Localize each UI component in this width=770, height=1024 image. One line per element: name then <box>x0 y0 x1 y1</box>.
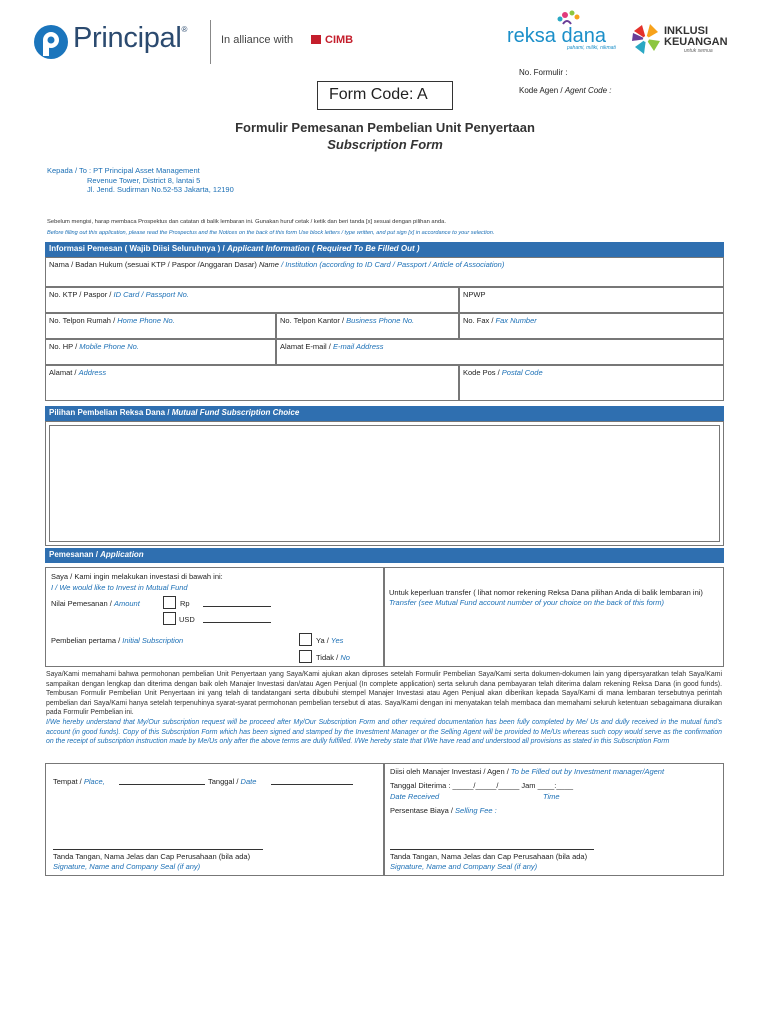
svg-text:KEUANGAN: KEUANGAN <box>664 36 728 48</box>
cimb-text: CIMB <box>325 34 354 46</box>
fund-choice-inner-box[interactable] <box>49 425 720 542</box>
amount-label: Nilai Pemesanan / Amount <box>51 599 140 608</box>
transfer-note <box>389 588 719 607</box>
signature-label-en: Signature, Name and Company Seal (if any) <box>53 862 201 871</box>
no-checkbox[interactable] <box>299 650 312 663</box>
reksa-dana-logo <box>505 10 625 50</box>
home-phone-field[interactable]: No. Telpon Rumah / Home Phone No. <box>45 313 276 339</box>
svg-text:untuk semua: untuk semua <box>684 48 713 54</box>
im-signature-line[interactable] <box>390 849 594 850</box>
place-label: Tempat / Place, <box>53 777 105 786</box>
fund-choice-area[interactable] <box>45 421 724 546</box>
signature-label: Tanda Tangan, Nama Jelas dan Cap Perusahaan (bila ada) <box>53 852 251 861</box>
name-field[interactable]: Nama / Badan Hukum (sesuai KTP / Paspor /Anggaran Dasar) Name / Institution (according to ID Card / Passport / Article of Association) <box>45 257 724 287</box>
usd-amount-line[interactable] <box>203 622 271 623</box>
principal-logo-icon <box>33 24 69 60</box>
page-title: Formulir Pemesanan Pembelian Unit Penyertaan <box>235 120 535 135</box>
application-left-panel <box>45 567 384 667</box>
mobile-phone-field[interactable]: No. HP / Mobile Phone No. <box>45 339 276 365</box>
agent-code-label: Kode Agen / Agent Code : <box>519 86 612 95</box>
address-line: Kepada / To : PT Principal Asset Management <box>47 166 200 175</box>
im-signature-label: Tanda Tangan, Nama Jelas dan Cap Perusahaan (bila ada) <box>390 852 588 861</box>
recipient-address <box>47 166 234 195</box>
section-application-header: Pemesanan / Application <box>45 548 724 563</box>
instructions-en: Before filling out this application, please read the Prospectus and the Notices on the back of this form Use block letters / type written, and put sign [x] in accordance to your selection. <box>47 230 495 236</box>
yes-label: Ya / Yes <box>316 636 344 645</box>
time-label-en: Time <box>543 792 560 801</box>
no-label: Tidak / No <box>316 653 350 662</box>
im-fill-label: Diisi oleh Manajer Investasi / Agen / To be Filled out by Investment manager/Agent <box>390 767 665 776</box>
alliance-text: In alliance with <box>221 34 294 46</box>
npwp-field[interactable]: NPWP <box>459 287 724 313</box>
instructions-id: Sebelum mengisi, harap membaca Prospektus dan catatan di balik lembaran ini. Gunakan huruf cetak / ketik dan beri tanda [x] sesuai dengan pilihan anda. <box>47 219 446 225</box>
date-label: Tanggal / Date <box>208 777 257 786</box>
date-received-label[interactable]: Tanggal Diterima : _____/_____/_____ Jam ____:____ <box>390 781 574 790</box>
rp-checkbox[interactable] <box>163 596 176 609</box>
transfer-note-en: Transfer (see Mutual Fund account number of your choice on the back of this form) <box>389 597 664 607</box>
email-field[interactable]: Alamat E-mail / E-mail Address <box>276 339 724 365</box>
svg-text:reksa dana: reksa dana <box>507 25 606 47</box>
yes-checkbox[interactable] <box>299 633 312 646</box>
form-code: Form Code: A <box>329 86 428 103</box>
signature-line[interactable] <box>53 849 263 850</box>
date-received-en: Date Received <box>390 792 440 801</box>
declaration-text <box>46 670 722 747</box>
application-right-panel <box>384 567 724 667</box>
usd-label: USD <box>179 615 195 624</box>
fax-field[interactable]: No. Fax / Fax Number <box>459 313 724 339</box>
form-number-label: No. Formulir : <box>519 68 568 77</box>
brand-name: Principal® <box>73 22 188 54</box>
cimb-logo-icon <box>311 35 321 44</box>
declaration-id: Saya/Kami memahami bahwa permohonan pembelian Unit Penyertaan yang Saya/Kami ajukan akan diproses setelah Formulir Pembelian Saya/Kami serta dokumen-dokumen lain yang dipersyaratkan telah Saya/Kami sampaikan dengan lengkap dan diterima dengan baik oleh Manajer Investasi dan/atau Agen Penjual (In complete application) serta seluruh dana pembayaran telah diterima dalam rekening Reksa Dana (in good funds). Tembusan Formulir Pembelian Unit Penyertaan ini yang telah di tandatangani serta dibubuhi stempel Manajer Investasi atau Agen Penjual akan diberikan kepada Saya/Kami di mana lembaran tersebutnya perintah pembelian dari Saya/Kami hanya setelah terpenuhinya syarat-syarat permohonan pembelian tersebut di atas. Saya/Kami dengan ini menyatakan telah membaca dan memahami seluruh ketentuan sebagaimana diuraikan pada Formulir Pembelian ini. <box>46 671 722 717</box>
svg-text:INKLUSI: INKLUSI <box>664 25 708 37</box>
office-phone-field[interactable]: No. Telpon Kantor / Business Phone No. <box>276 313 459 339</box>
date-line[interactable] <box>271 784 353 785</box>
intent-label: Saya / Kami ingin melakukan investasi di bawah ini: <box>51 572 223 581</box>
address-line: Revenue Tower, District 8, lantai 5 <box>87 175 201 185</box>
address-field[interactable]: Alamat / Address <box>45 365 459 401</box>
initial-subscription-label: Pembelian pertama / Initial Subscription <box>51 636 184 645</box>
section-fund-choice-header: Pilihan Pembelian Reksa Dana / Mutual Fund Subscription Choice <box>45 406 724 421</box>
section-applicant-info-header: Informasi Pemesan ( Wajib Diisi Seluruhnya ) / Applicant Information ( Required To Be Filled Out ) <box>45 242 724 257</box>
svg-text:pahami, miliki, nikmati: pahami, miliki, nikmati <box>567 45 616 50</box>
transfer-note-id: Untuk keperluan transfer ( lihat nomor rekening Reksa Dana pilihan Anda di balik lembaran ini) <box>389 588 703 597</box>
postal-code-field[interactable]: Kode Pos / Postal Code <box>459 365 724 401</box>
im-signature-label-en: Signature, Name and Company Seal (if any) <box>390 862 538 871</box>
intent-label-en: I / We would like to Invest in Mutual Fund <box>51 583 188 592</box>
header-divider <box>210 20 211 64</box>
inklusi-keuangan-logo <box>632 18 728 60</box>
usd-checkbox[interactable] <box>163 612 176 625</box>
selling-fee-label[interactable]: Persentase Biaya / Selling Fee : <box>390 806 497 815</box>
address-line: Jl. Jend. Sudirman No.52-53 Jakarta, 12190 <box>87 185 234 194</box>
id-card-field[interactable]: No. KTP / Paspor / ID Card / Passport No. <box>45 287 459 313</box>
rp-amount-line[interactable] <box>203 606 271 607</box>
place-line[interactable] <box>119 784 205 785</box>
page-subtitle: Subscription Form <box>327 137 443 152</box>
rp-label: Rp <box>180 599 190 608</box>
declaration-en: I/We hereby understand that My/Our subscription request will be proceed after My/Our Subscription Form and other required documentation has been fully completed by Me/ Us and dully received in the mutual fund's account (in good funds). Copy of this Subscription Form which has been signed and stamped by the Investment Manager or the Selling Agent will be provided to Me/Us whereas such copy would serve as the confirmation on the receipt of subscription instruction made by Me/Us only after the above terms are dully fulfilled. I/We hereby state that I/We have read and understood all provisions as stated in this Subscription Form <box>46 718 722 746</box>
